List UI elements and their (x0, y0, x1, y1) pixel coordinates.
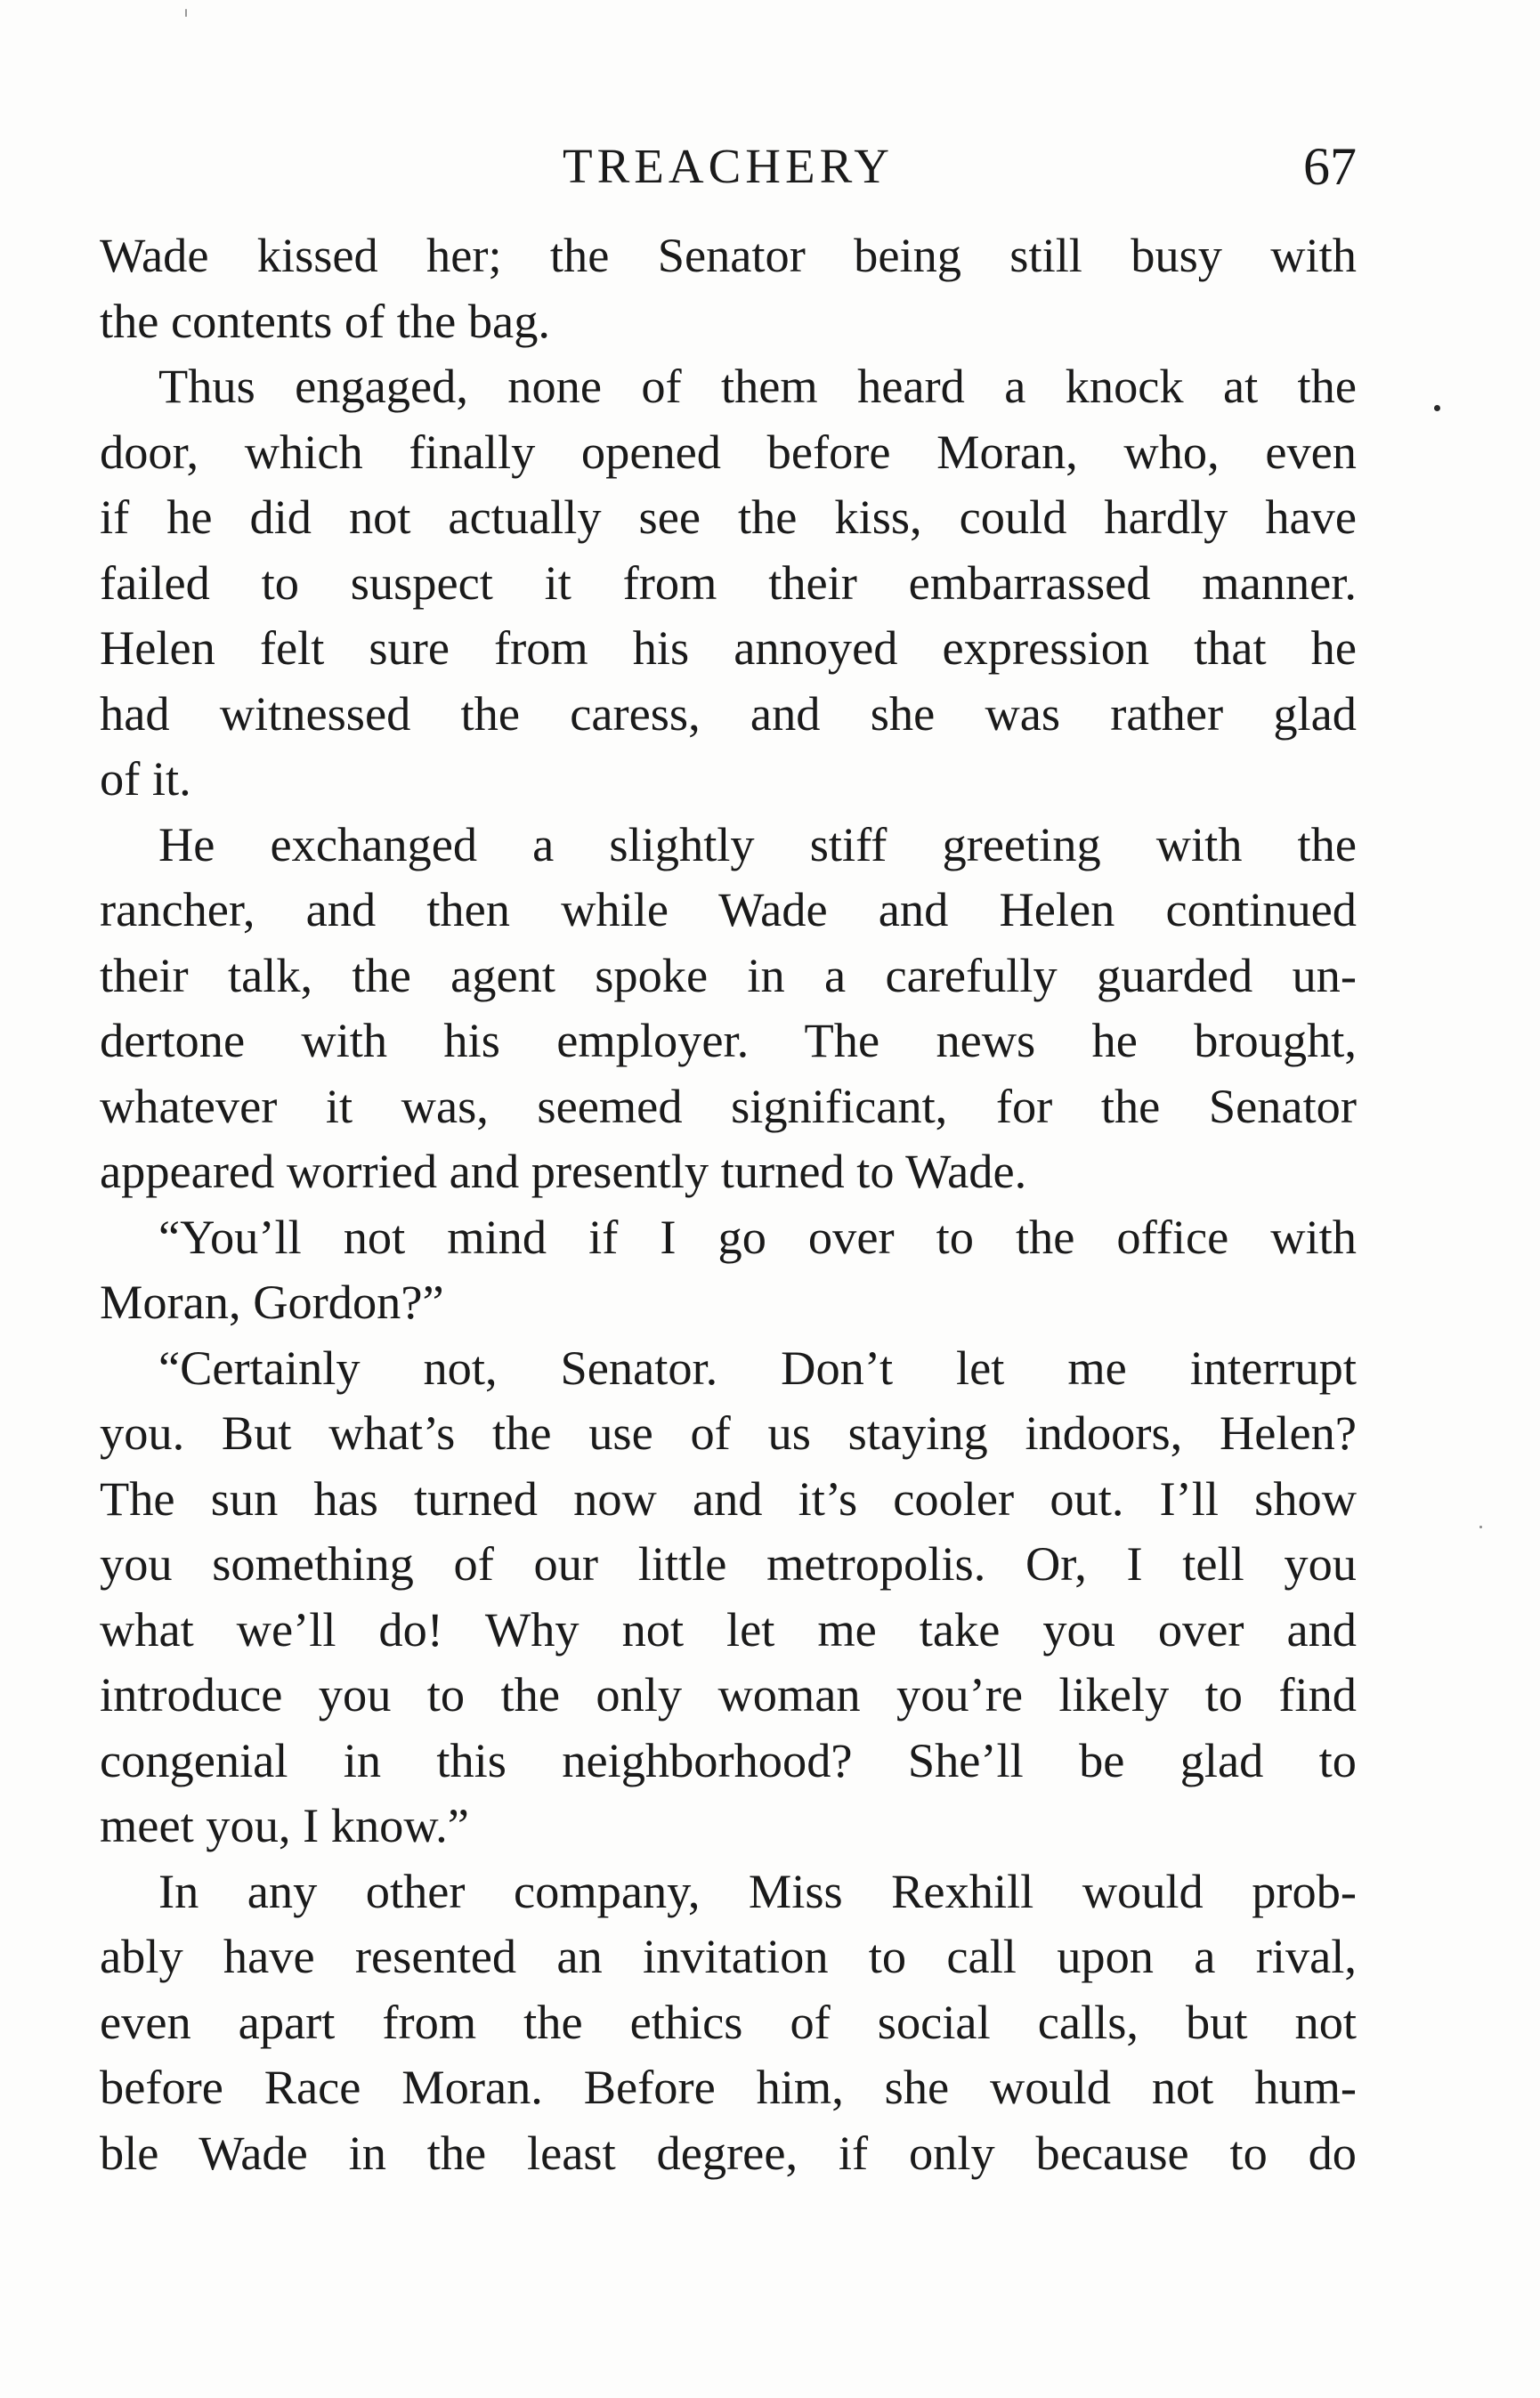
text-line: The sun has turned now and it’s cooler out. I’ll show (100, 1471, 1357, 1526)
text-line: you. But what’s the use of us staying indoors, Helen? (100, 1406, 1357, 1460)
text-line: of it. (100, 752, 191, 806)
text-line: congenial in this neighborhood? She’ll be glad to (100, 1733, 1357, 1787)
text-line: “Certainly not, Senator. Don’t let me interrupt (158, 1341, 1357, 1395)
text-line: ably have resented an invitation to call upon a rival, (100, 1930, 1357, 1983)
text-line: ble Wade in the least degree, if only because to do (100, 2126, 1357, 2180)
text-line: Wade kissed her; the Senator being still busy with (100, 229, 1357, 282)
text-line: the contents of the bag. (100, 294, 550, 348)
text-line: Thus engaged, none of them heard a knock at the (158, 360, 1357, 413)
scan-speck (1479, 1526, 1482, 1528)
scan-speck (185, 9, 187, 17)
text-line: Moran, Gordon?” (100, 1276, 444, 1329)
text-line: had witnessed the caress, and she was rather glad (100, 686, 1357, 741)
text-line: appeared worried and presently turned to Wade. (100, 1145, 1027, 1198)
text-line: rancher, and then while Wade and Helen continued (100, 883, 1357, 936)
text-line: what we’ll do! Why not let me take you over and (100, 1602, 1357, 1657)
scan-speck (1434, 405, 1440, 411)
text-line: even apart from the ethics of social calls, but not (100, 1995, 1357, 2049)
text-line: Helen felt sure from his annoyed expression that he (100, 621, 1357, 675)
page-header (100, 126, 1357, 207)
text-line: meet you, I know.” (100, 1799, 469, 1852)
text-line: failed to suspect it from their embarrassed manner. (100, 555, 1357, 610)
text-line: dertone with his employer. The news he brought, (100, 1014, 1357, 1067)
text-line: before Race Moran. Before him, she would not hum- (100, 2061, 1357, 2114)
text-line: whatever it was, seemed significant, for the Senator (100, 1079, 1357, 1133)
text-line: if he did not actually see the kiss, could hardly have (100, 490, 1357, 544)
page-number: 67 (1303, 137, 1357, 196)
text-line: He exchanged a slightly stiff greeting with the (158, 817, 1357, 871)
body-text (100, 223, 1357, 2186)
text-line: “You’ll not mind if I go over to the office with (158, 1210, 1357, 1264)
text-line: In any other company, Miss Rexhill would prob- (158, 1864, 1357, 1918)
text-line: introduce you to the only woman you’re likely to find (100, 1668, 1357, 1722)
text-line: their talk, the agent spoke in a carefully guarded un- (100, 948, 1357, 1002)
text-line: you something of our little metropolis. Or, I tell you (100, 1537, 1357, 1591)
text-line: door, which finally opened before Moran, who, even (100, 425, 1357, 479)
running-head: TREACHERY (563, 139, 894, 193)
